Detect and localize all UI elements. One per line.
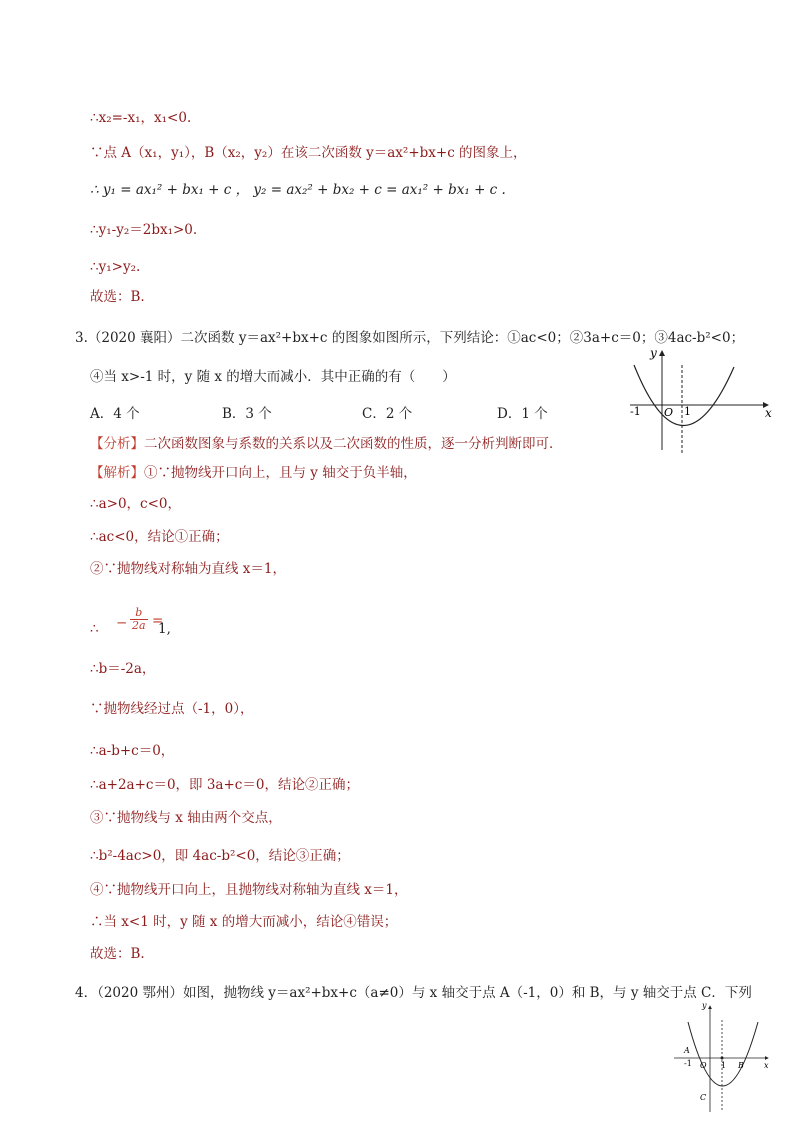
text-line: ∴b＝-2a， bbox=[90, 661, 156, 677]
parabola-curve bbox=[688, 1022, 758, 1086]
y-label: y bbox=[650, 346, 657, 360]
text-line: ∴a>0，c<0， bbox=[90, 496, 181, 512]
tick-one: 1 bbox=[721, 1061, 727, 1070]
fraction-numerator: b bbox=[130, 607, 148, 620]
parabola-graph-1 bbox=[620, 345, 780, 455]
tick-neg1: -1 bbox=[630, 405, 641, 418]
point-b-label: B bbox=[738, 1061, 744, 1070]
text-line: ②∵抛物线对称轴为直线 x＝1， bbox=[90, 561, 286, 577]
equals-sign: = bbox=[152, 613, 164, 629]
text-line: ∴y₁>y₂. bbox=[90, 259, 141, 275]
text-line: ③∵抛物线与 x 轴由两个交点， bbox=[90, 810, 282, 826]
point-a-label: A bbox=[684, 1046, 690, 1055]
x-label: x bbox=[764, 1061, 769, 1070]
text-line: ∵点 A（x₁，y₁），B（x₂，y₂）在该二次函数 y＝ax²+bx+c 的图象上， bbox=[90, 145, 527, 161]
text-line: ∵抛物线经过点（-1，0）， bbox=[90, 701, 254, 717]
text-line: ∴ac<0，结论①正确； bbox=[90, 529, 229, 545]
option-b: B．3 个 bbox=[222, 406, 272, 422]
tick-neg1: -1 bbox=[684, 1059, 692, 1068]
therefore-symbol: ∴ bbox=[90, 621, 99, 637]
text-line: ∴y₁-y₂＝2bx₁>0. bbox=[90, 222, 198, 238]
text-line: ∴a+2a+c＝0，即 3a+c＝0，结论②正确； bbox=[90, 777, 359, 793]
y-label: y bbox=[702, 1001, 707, 1010]
parabola-graph-2 bbox=[668, 1000, 778, 1115]
text-line: 故选：B. bbox=[90, 289, 145, 305]
option-c: C．2 个 bbox=[362, 406, 413, 422]
analysis-text: 二次函数图象与系数的关系以及二次函数的性质，逐一分析判断即可． bbox=[144, 436, 563, 452]
analysis-tag: 【分析】 bbox=[90, 436, 144, 452]
analysis-line bbox=[90, 434, 563, 454]
text-line: ∴当 x<1 时，y 随 x 的增大而减小，结论④错误； bbox=[90, 914, 398, 930]
x-label: x bbox=[765, 406, 772, 420]
solution-line bbox=[90, 463, 417, 483]
equation-line: ∴ y₁ = ax₁² + bx₁ + c ， y₂ = ax₂² + bx₂ + c = ax₁² + bx₁ + c . bbox=[90, 182, 506, 198]
text-line: ④∵抛物线开口向上，且抛物线对称轴为直线 x＝1， bbox=[90, 882, 408, 898]
question-3-stem: 3.（2020 襄阳）二次函数 y＝ax²+bx+c 的图象如图所示，下列结论：①ac<0；②3a+c＝0；③4ac-b²<0； bbox=[75, 330, 745, 346]
point-marker bbox=[721, 1057, 724, 1060]
text-line: 故选：B. bbox=[90, 946, 145, 962]
question-3-stem-cont: ④当 x>-1 时，y 随 x 的增大而减小．其中正确的有（ ） bbox=[90, 369, 456, 385]
solution-tag: 【解析】 bbox=[90, 465, 144, 481]
point-c-label: C bbox=[700, 1093, 707, 1102]
text-line: ∴x₂=-x₁，x₁<0. bbox=[90, 110, 192, 126]
origin-label: O bbox=[700, 1061, 707, 1070]
fraction-rhs: 1, bbox=[158, 621, 171, 637]
minus-sign: − bbox=[116, 615, 128, 631]
text-line: ∴b²-4ac>0，即 4ac-b²<0，结论③正确； bbox=[90, 848, 350, 864]
fraction-denominator: 2a bbox=[132, 619, 146, 632]
option-d: D．1 个 bbox=[497, 406, 548, 422]
origin-label: O bbox=[664, 406, 674, 419]
question-4-stem: 4．（2020 鄂州）如图，抛物线 y＝ax²+bx+c（a≠0）与 x 轴交于点 A（-1，0）和 B，与 y 轴交于点 C．下列 bbox=[75, 985, 752, 1001]
solution-text: ①∵抛物线开口向上，且与 y 轴交于负半轴， bbox=[144, 465, 417, 481]
fraction bbox=[130, 607, 148, 632]
tick-one: 1 bbox=[684, 405, 691, 418]
text-line: ∴a-b+c＝0， bbox=[90, 743, 175, 759]
option-a: A．4 个 bbox=[90, 406, 140, 422]
